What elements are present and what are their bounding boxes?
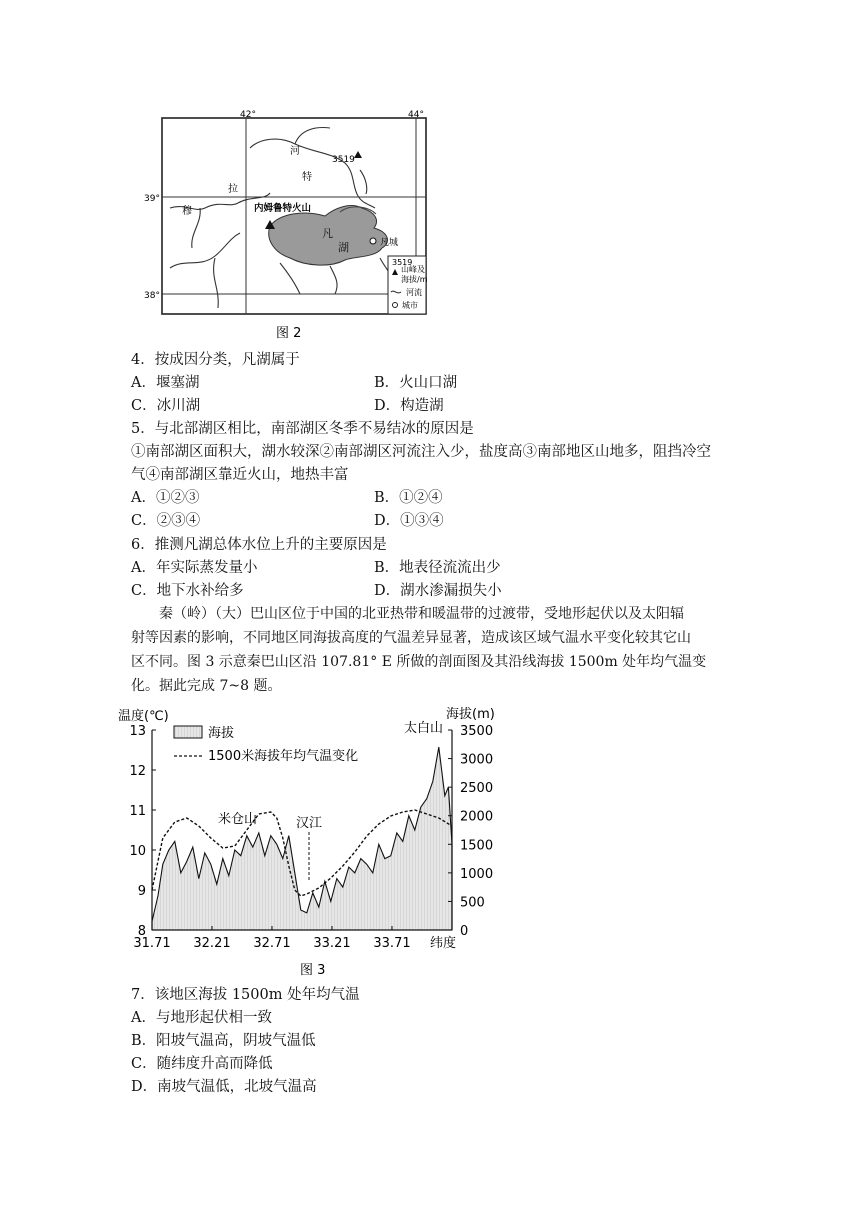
qinba-profile-chart: [118, 702, 508, 980]
left-tick-label: 10: [129, 844, 146, 859]
left-tick-label: 12: [129, 764, 146, 779]
intro-line: 区不同。图 3 示意秦巴山区沿 107.81° E 所做的剖面图及其沿线海拔 1500m 处年均气温变: [131, 654, 707, 670]
river-char: 河: [290, 146, 300, 157]
chart-caption: 图 3: [300, 963, 326, 978]
option: A．①②③: [131, 490, 200, 506]
left-tick-label: 8: [137, 924, 146, 939]
left-axis-title: 温度(℃): [118, 709, 169, 724]
map-caption: 图 2: [276, 326, 302, 341]
question-6: 6．推测凡湖总体水位上升的主要原因是: [131, 537, 387, 553]
lat-label-38: 38°: [144, 291, 160, 301]
option: B．阳坡气温高，阴坡气温低: [131, 1033, 316, 1049]
river-char: 特: [302, 172, 312, 183]
right-tick-label: 3500: [460, 724, 494, 739]
right-tick-label: 2500: [460, 781, 494, 797]
option: B．地表径流流出少: [374, 560, 501, 576]
option: C．随纬度升高而降低: [131, 1056, 273, 1072]
option: D．湖水渗漏损失小: [374, 583, 502, 599]
left-tick-label: 11: [129, 804, 146, 819]
right-axis-title: 海拔(m): [446, 707, 495, 722]
legend-elev: 3519: [392, 258, 413, 267]
legend-peak-label: 山峰及: [401, 265, 425, 274]
legend-label-temperature: 1500米海拔年均气温变化: [208, 749, 359, 764]
van-lake-map: [130, 108, 440, 344]
volcano-label: 内姆鲁特火山: [254, 203, 312, 214]
lon-label-42: 42°: [240, 110, 256, 120]
question-5-statements: ①南部湖区面积大，湖水较深②南部湖区河流注入少，盐度高③南部地区山地多，阻挡冷空: [131, 444, 711, 460]
legend-label-elevation: 海拔: [208, 726, 235, 741]
x-tick-label: 32.71: [253, 936, 291, 951]
right-tick-label: 3000: [460, 752, 494, 768]
question-7: 7．该地区海拔 1500m 处年均气温: [131, 987, 360, 1003]
intro-line: 秦（岭）（大）巴山区位于中国的北亚热带和暖温带的过渡带，受地形起伏以及太阳辐: [159, 606, 684, 622]
legend-peak-label: 海拔/m: [401, 275, 428, 284]
city-label: 凡城: [380, 238, 399, 248]
option: D．①③④: [374, 513, 444, 529]
option: C．地下水补给多: [131, 583, 244, 599]
city-marker-icon: [370, 238, 376, 244]
lat-label-39: 39°: [144, 194, 160, 204]
right-tick-label: 1500: [460, 838, 494, 854]
question-4: 4．按成因分类，凡湖属于: [131, 352, 300, 368]
option: B．①②④: [374, 490, 443, 506]
option: D．构造湖: [374, 398, 444, 414]
x-tick-label: 32.21: [193, 936, 231, 951]
elevation-area: [152, 747, 452, 930]
annotation-taibaishan: 太白山: [404, 721, 444, 736]
chart-legend: [174, 725, 358, 764]
right-tick-label: 500: [460, 895, 485, 911]
option: C．冰川湖: [131, 398, 201, 414]
annotation-hanjiang: 汉江: [296, 816, 323, 831]
option: A．与地形起伏相一致: [131, 1010, 272, 1026]
lake-char: 湖: [338, 241, 349, 254]
intro-line: 射等因素的影响，不同地区同海拔高度的气温差异显著，造成该区域气温水平变化较其它山: [131, 630, 691, 646]
question-5: 5．与北部湖区相比，南部湖区冬季不易结冰的原因是: [131, 421, 474, 437]
legend-river-label: 河流: [406, 288, 422, 297]
map-legend: [388, 256, 428, 314]
x-tick-label: 33.71: [373, 936, 411, 951]
lake-char: 凡: [322, 227, 333, 240]
legend-city-label: 城市: [402, 301, 418, 310]
option: C．②③④: [131, 513, 201, 529]
right-tick-label: 1000: [460, 866, 494, 882]
option: B．火山口湖: [374, 375, 458, 391]
peak-elevation: 3519: [332, 155, 355, 165]
right-tick-label: 0: [460, 924, 469, 939]
option: A．堰塞湖: [131, 375, 200, 391]
x-axis-title: 纬度: [430, 936, 457, 951]
annotation-micangshan: 米仓山: [218, 812, 258, 827]
x-tick-label: 33.21: [313, 936, 351, 951]
right-tick-label: 2000: [460, 809, 494, 825]
legend-swatch-elevation: [174, 726, 202, 738]
left-tick-label: 13: [129, 724, 146, 739]
river-char: 拉: [228, 184, 238, 195]
left-tick-label: 9: [137, 884, 146, 899]
x-tick-label: 31.71: [133, 936, 171, 951]
option: D．南坡气温低，北坡气温高: [131, 1079, 317, 1095]
lon-label-44: 44°: [408, 110, 424, 120]
river-char: 穆: [182, 206, 192, 217]
option: A．年实际蒸发量小: [131, 560, 258, 576]
peak-3519-icon: [354, 151, 362, 158]
question-5-statements: 气④南部湖区靠近火山，地热丰富: [131, 467, 349, 483]
intro-line: 化。据此完成 7~8 题。: [131, 678, 282, 694]
